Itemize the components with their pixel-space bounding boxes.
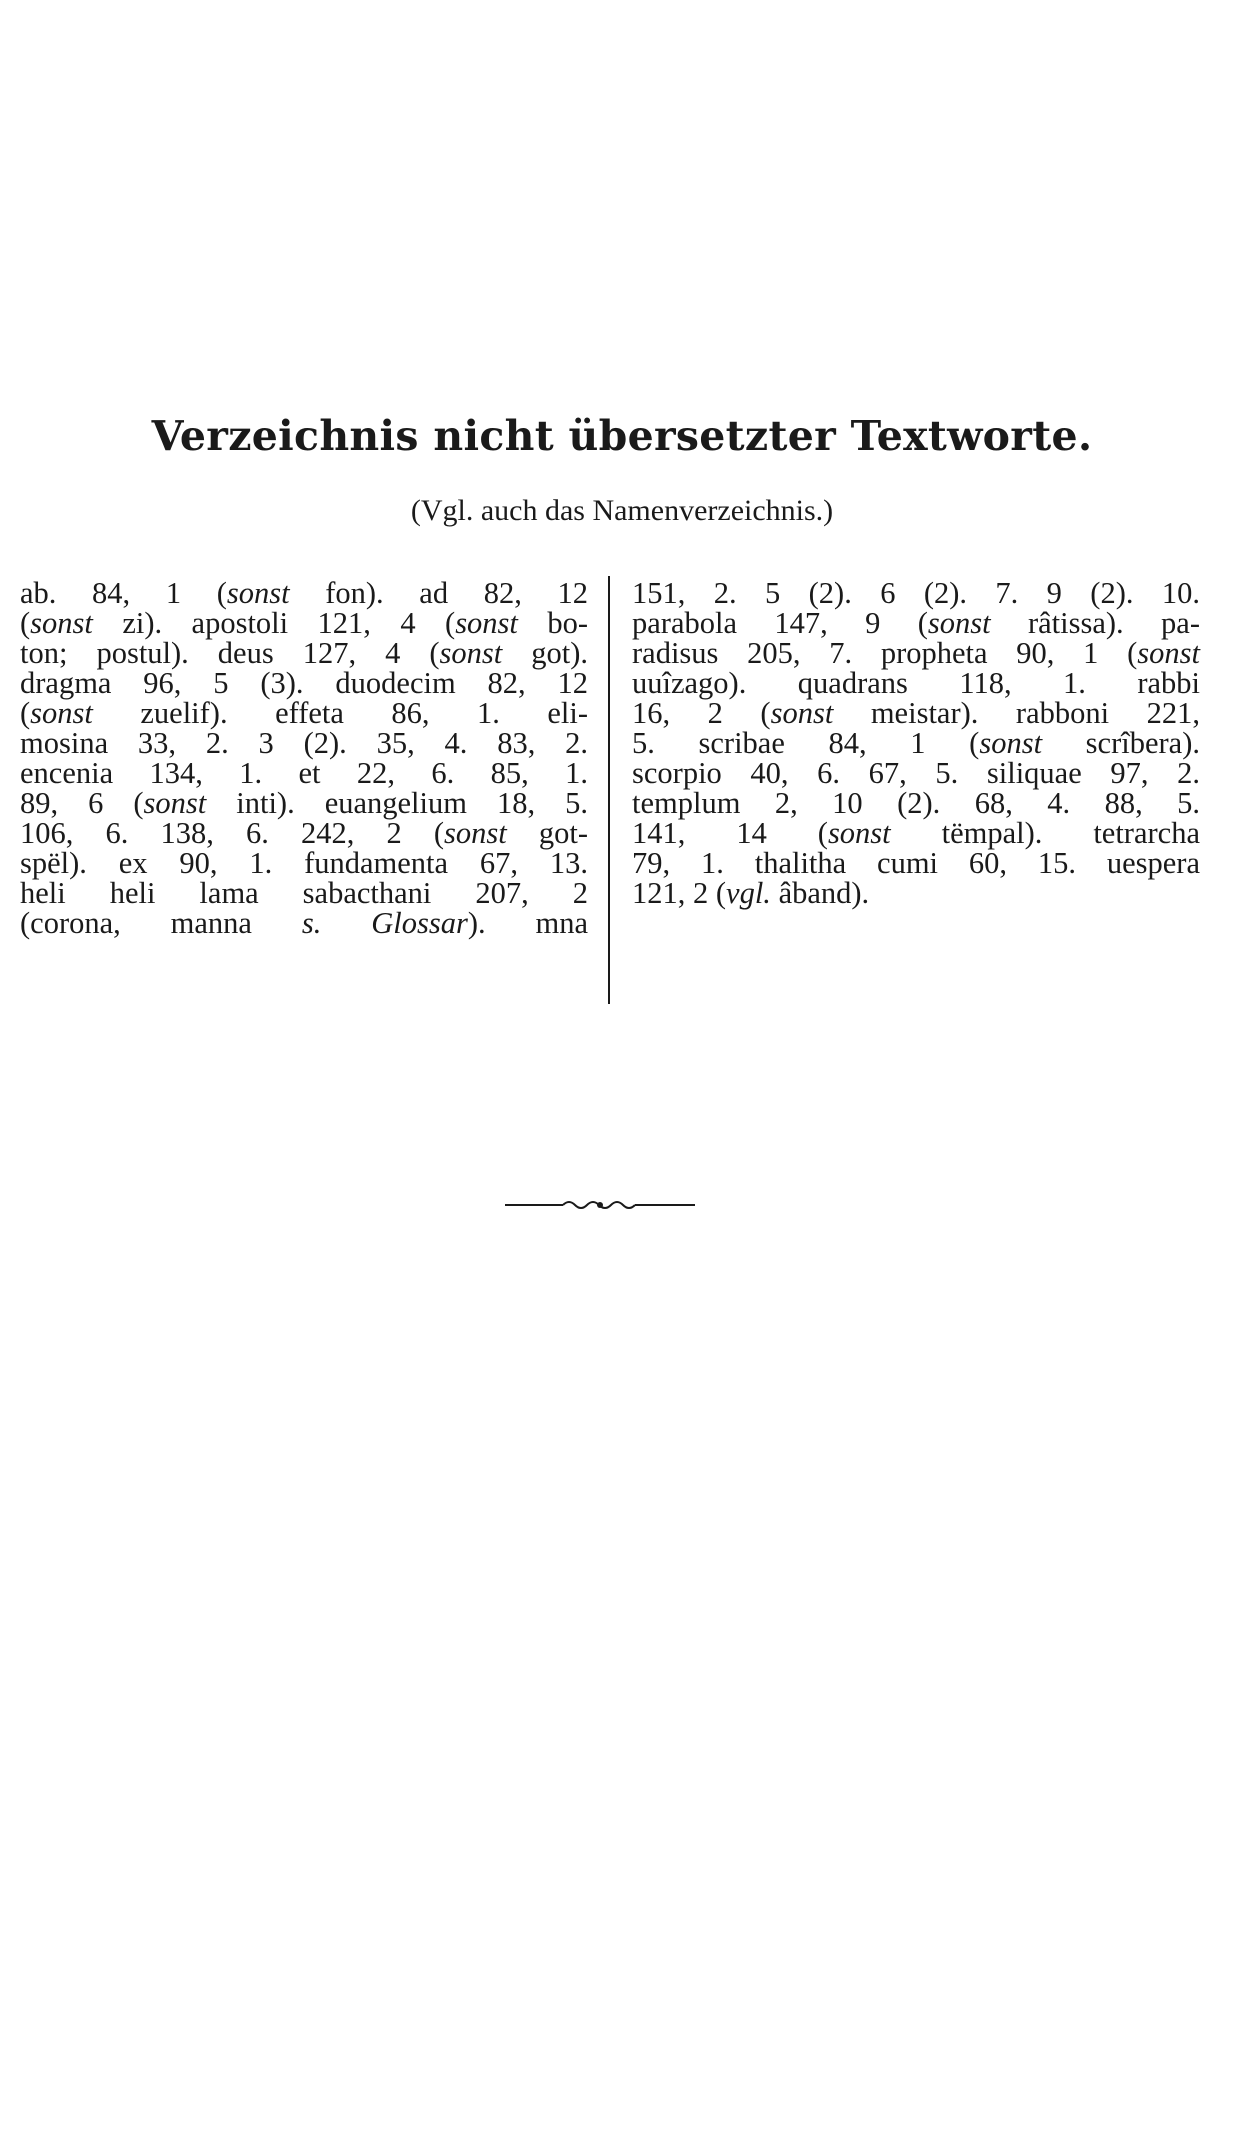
index-text: 121, 2 ( <box>632 876 727 910</box>
index-italic-word: sonst <box>927 606 991 640</box>
index-text: ( <box>20 606 31 640</box>
index-text: fon). ad 82, 12 <box>289 576 588 610</box>
index-text: (corona, manna <box>20 906 302 940</box>
index-text: tëmpal). tetrarcha <box>890 816 1200 850</box>
index-italic-word: sonst <box>455 606 518 640</box>
index-text: 16, 2 ( <box>632 696 771 730</box>
index-line <box>632 698 1200 728</box>
index-text: meistar). rabboni 221, <box>833 696 1200 730</box>
index-line <box>632 848 1200 878</box>
index-line <box>20 758 588 788</box>
index-line <box>632 578 1200 608</box>
index-text: radisus 205, 7. propheta 90, 1 ( <box>632 636 1138 670</box>
index-text: dragma 96, 5 (3). duodecim 82, 12 <box>20 666 588 700</box>
index-italic-word: s. Glossar <box>301 906 468 940</box>
index-text: parabola 147, 9 ( <box>632 606 928 640</box>
index-line <box>20 608 588 638</box>
index-text: templum 2, 10 (2). 68, 4. 88, 5. <box>632 786 1200 820</box>
index-italic-word: vgl. <box>726 876 771 910</box>
index-line <box>632 878 1200 908</box>
index-column-left <box>20 578 588 938</box>
index-line <box>20 578 588 608</box>
index-column-right <box>632 578 1200 908</box>
index-text: 141, 14 ( <box>632 816 828 850</box>
index-italic-word: sonst <box>770 696 834 730</box>
index-italic-word: sonst <box>226 576 290 610</box>
index-text: râtissa). pa- <box>990 606 1200 640</box>
index-line <box>632 638 1200 668</box>
index-text: bo- <box>517 606 588 640</box>
index-text: encenia 134, 1. et 22, 6. 85, 1. <box>20 756 588 790</box>
index-line <box>20 638 588 668</box>
index-subtitle: (Vgl. auch das Namenverzeichnis.) <box>410 494 834 527</box>
index-italic-word: sonst <box>979 726 1043 760</box>
ornamental-rule-icon <box>505 1198 695 1212</box>
index-text: 151, 2. 5 (2). 6 (2). 7. 9 (2). 10. <box>632 576 1200 610</box>
index-text: got). <box>502 636 588 670</box>
index-text: 79, 1. thalitha cumi 60, 15. uespera <box>632 846 1200 880</box>
index-line <box>20 878 588 908</box>
index-text: scorpio 40, 6. 67, 5. siliquae 97, 2. <box>632 756 1200 790</box>
index-text: ( <box>20 696 31 730</box>
index-line <box>632 788 1200 818</box>
index-text: got- <box>506 816 588 850</box>
index-text: inti). euangelium 18, 5. <box>206 786 588 820</box>
index-text: 5. scribae 84, 1 ( <box>632 726 980 760</box>
index-line <box>20 728 588 758</box>
index-text: ab. 84, 1 ( <box>20 576 227 610</box>
index-italic-word: sonst <box>143 786 207 820</box>
index-text: zuelif). effeta 86, 1. eli- <box>92 696 588 730</box>
index-text: ). mna <box>467 906 589 940</box>
index-text: ton; postul). deus 127, 4 ( <box>20 636 440 670</box>
index-italic-word: sonst <box>444 816 507 850</box>
index-line <box>632 818 1200 848</box>
index-title: Verzeichnis nicht übersetzter Textworte. <box>151 412 1093 460</box>
index-text: 89, 6 ( <box>20 786 144 820</box>
column-divider <box>608 576 610 1004</box>
index-italic-word: sonst <box>827 816 891 850</box>
index-line <box>20 848 588 878</box>
index-text: spël). ex 90, 1. fundamenta 67, 13. <box>20 846 588 880</box>
index-line <box>20 668 588 698</box>
index-text: âband). <box>770 876 870 910</box>
index-line <box>20 788 588 818</box>
index-text: mosina 33, 2. 3 (2). 35, 4. 83, 2. <box>20 726 588 760</box>
index-columns <box>20 578 1210 1008</box>
index-line <box>632 758 1200 788</box>
index-text: zi). apostoli 121, 4 ( <box>92 606 456 640</box>
index-line <box>632 668 1200 698</box>
index-line <box>20 818 588 848</box>
index-italic-word: sonst <box>30 696 93 730</box>
index-text: heli heli lama sabacthani 207, 2 <box>20 876 588 910</box>
index-italic-word: sonst <box>1137 636 1200 670</box>
index-text: uuîzago). quadrans 118, 1. rabbi <box>632 666 1200 700</box>
index-line <box>632 608 1200 638</box>
index-text: scrîbera). <box>1042 726 1200 760</box>
index-line <box>20 698 588 728</box>
index-line <box>632 728 1200 758</box>
index-text: 106, 6. 138, 6. 242, 2 ( <box>20 816 445 850</box>
index-line <box>20 908 588 938</box>
index-italic-word: sonst <box>30 606 93 640</box>
index-italic-word: sonst <box>439 636 503 670</box>
